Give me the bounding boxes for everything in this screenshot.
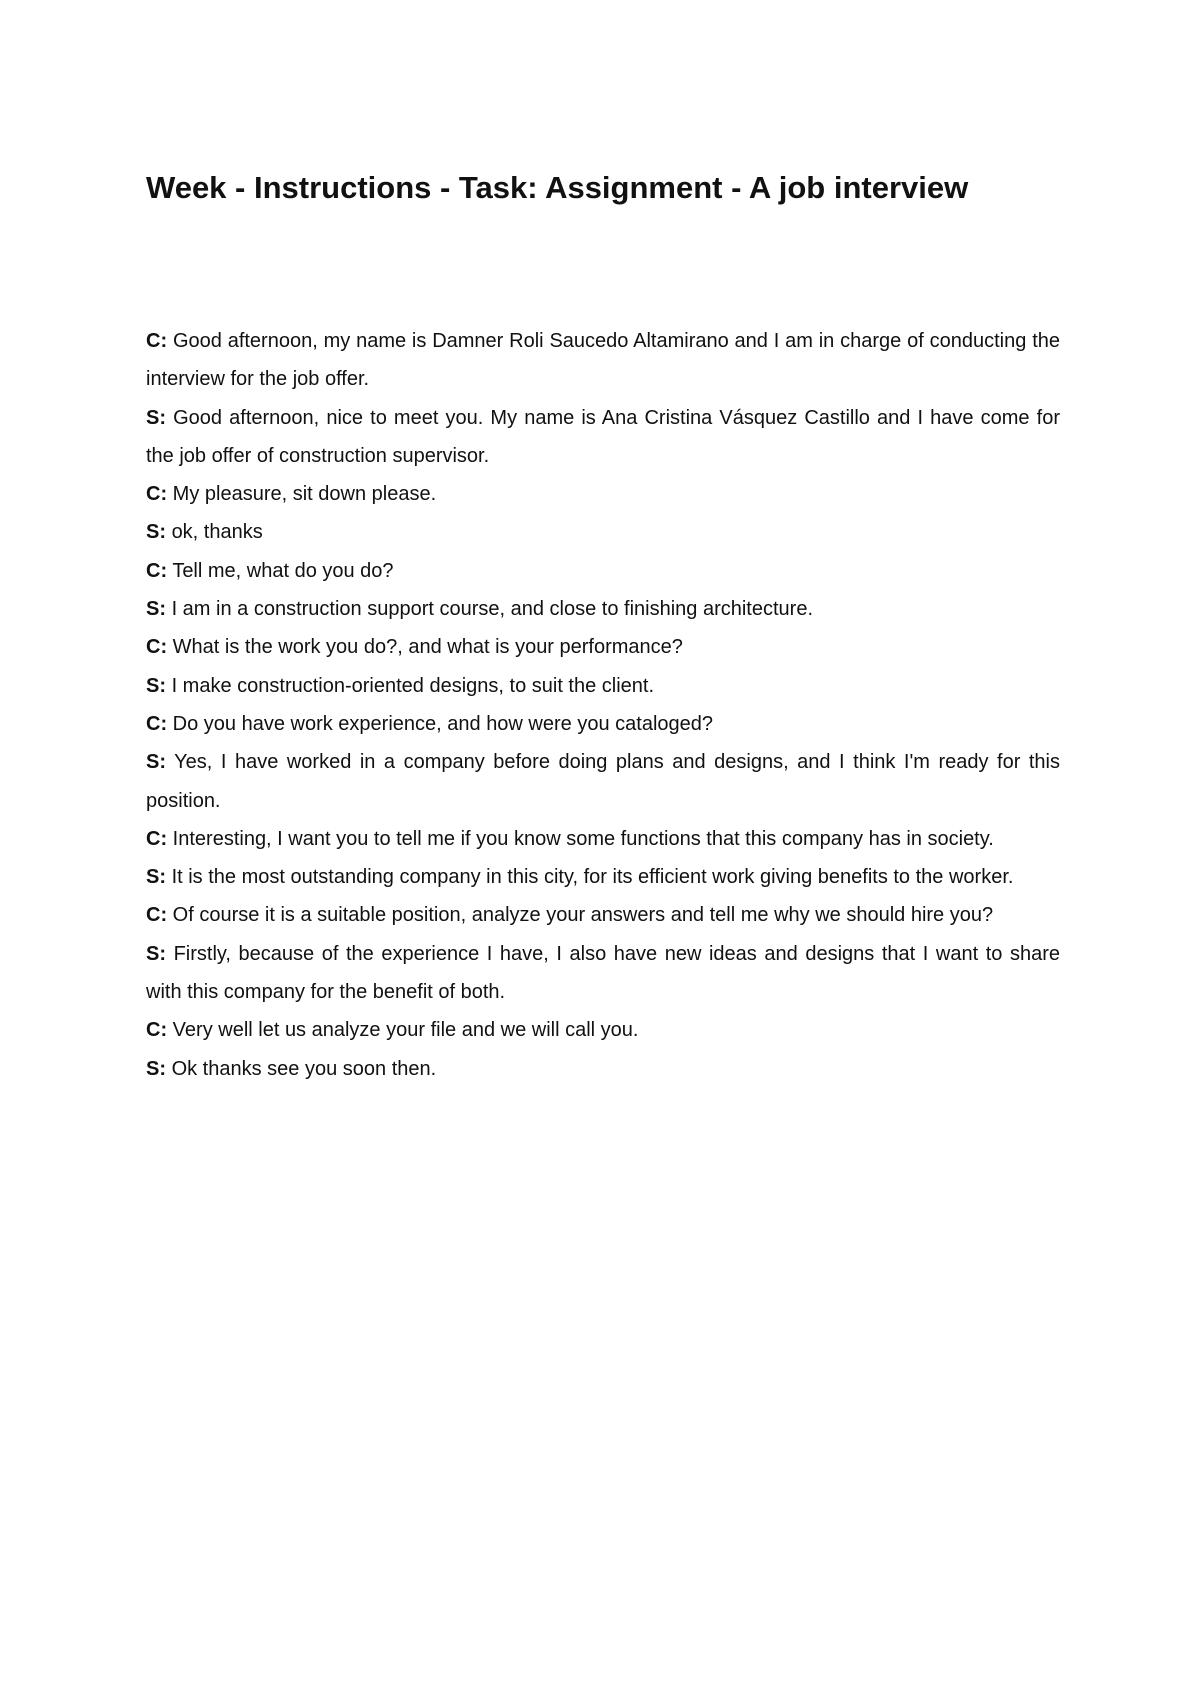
speaker-label: S: xyxy=(146,406,166,429)
dialogue-line xyxy=(146,935,1060,1012)
dialogue-line xyxy=(146,322,1060,399)
speaker-label: S: xyxy=(146,598,166,621)
dialogue-line xyxy=(146,552,1060,590)
speaker-label: S: xyxy=(146,866,166,889)
document-title: Week - Instructions - Task: Assignment - A job interview xyxy=(146,170,969,205)
dialogue-line xyxy=(146,1011,1060,1049)
dialogue-text: My pleasure, sit down please. xyxy=(172,483,437,506)
dialogue-text: What is the work you do?, and what is your performance? xyxy=(172,636,683,659)
speaker-label: C: xyxy=(146,904,168,927)
speaker-label: C: xyxy=(146,330,168,352)
speaker-label: S: xyxy=(146,674,166,697)
dialogue-text: Firstly, because of the experience I have, I also have new ideas and designs that I want to share with this company for the benefit of both. xyxy=(146,942,1060,1004)
dialogue-text: Do you have work experience, and how were you cataloged? xyxy=(172,712,714,735)
dialogue-line xyxy=(146,858,1060,896)
speaker-label: C: xyxy=(146,483,168,506)
dialogue-text: Ok thanks see you soon then. xyxy=(171,1057,437,1080)
dialogue-text: Very well let us analyze your file and we will call you. xyxy=(172,1019,639,1042)
dialogue-line xyxy=(146,475,1060,513)
dialogue-text: Interesting, I want you to tell me if you know some functions that this company has in society. xyxy=(172,827,994,850)
speaker-label: S: xyxy=(146,751,166,774)
dialogue-line xyxy=(146,820,1060,858)
speaker-label: C: xyxy=(146,559,168,582)
dialogue-line xyxy=(146,896,1060,934)
dialogue-text: It is the most outstanding company in this city, for its efficient work giving benefits to the worker. xyxy=(171,866,1014,889)
dialogue-text: Of course it is a suitable position, analyze your answers and tell me why we should hire you? xyxy=(172,904,994,927)
dialogue-line xyxy=(146,743,1060,820)
interview-dialogue xyxy=(146,322,1060,1088)
dialogue-text: Good afternoon, my name is Damner Roli Saucedo Altamirano and I am in charge of conducting the interview for the job offer. xyxy=(146,330,1060,391)
dialogue-line xyxy=(146,513,1060,551)
dialogue-line xyxy=(146,705,1060,743)
dialogue-text: I make construction-oriented designs, to suit the client. xyxy=(171,674,655,697)
dialogue-line xyxy=(146,590,1060,628)
dialogue-text: I am in a construction support course, and close to finishing architecture. xyxy=(171,598,814,621)
speaker-label: C: xyxy=(146,1019,168,1042)
dialogue-line xyxy=(146,628,1060,666)
dialogue-line xyxy=(146,667,1060,705)
dialogue-text: ok, thanks xyxy=(171,521,263,544)
speaker-label: S: xyxy=(146,521,166,544)
dialogue-text: Yes, I have worked in a company before doing plans and designs, and I think I'm ready for this position. xyxy=(146,751,1060,812)
dialogue-text: Good afternoon, nice to meet you. My name is Ana Cristina Vásquez Castillo and I have come for the job offer of construction supervisor. xyxy=(146,406,1061,467)
speaker-label: C: xyxy=(146,712,168,735)
dialogue-line xyxy=(146,1050,1060,1088)
speaker-label: S: xyxy=(146,1057,166,1080)
dialogue-line xyxy=(146,399,1060,476)
speaker-label: C: xyxy=(146,827,168,850)
dialogue-text: Tell me, what do you do? xyxy=(172,559,394,582)
speaker-label: C: xyxy=(146,636,168,659)
speaker-label: S: xyxy=(146,942,166,965)
